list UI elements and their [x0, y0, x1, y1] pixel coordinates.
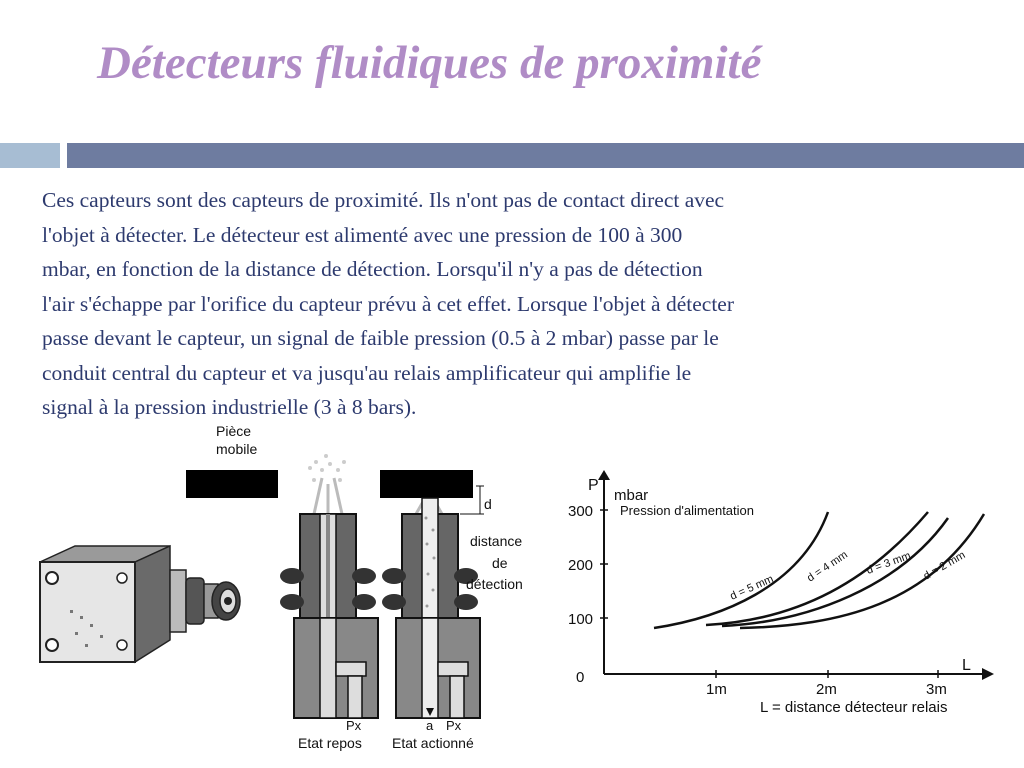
paragraph-line: mbar, en fonction de la distance de détection. Lorsqu'il n'y a pas de détection	[42, 257, 703, 281]
y-symbol: P	[588, 477, 599, 494]
piece-label-2: mobile	[216, 441, 258, 457]
paragraph-line: passe devant le capteur, un signal de faible pression (0.5 à 2 mbar) passe par le	[42, 326, 719, 350]
a-label: a	[426, 718, 434, 733]
sensor-rest	[280, 454, 378, 718]
y-tick-100: 100	[568, 611, 594, 628]
curve-label-d5: d = 5 mm	[728, 573, 776, 603]
paragraph-line: l'objet à détecter. Le détecteur est alimenté avec une pression de 100 à 300	[42, 222, 683, 247]
curve-d5	[654, 512, 828, 628]
x-symbol: L	[962, 657, 971, 674]
d-label: d	[484, 496, 492, 512]
body-paragraph	[42, 183, 972, 425]
state-active-label: Etat actionné	[392, 735, 474, 751]
piece-label-1: Pièce	[216, 423, 252, 439]
px-label-rest: Px	[346, 718, 362, 733]
curve-d3	[722, 518, 948, 626]
header-bar-accent	[0, 143, 60, 168]
x-tick-3m: 3m	[926, 681, 947, 698]
paragraph-line: Ces capteurs sont des capteurs de proximité. Ils n'ont pas de contact direct avec	[42, 188, 725, 212]
paragraph-line: l'air s'échappe par l'orifice du capteur prévu à cet effet. Lorsque l'objet à détecter	[42, 291, 734, 316]
x-axis-caption: L = distance détecteur relais	[760, 699, 948, 716]
state-rest-label: Etat repos	[298, 735, 362, 751]
distance-label-2: de	[492, 555, 508, 571]
x-tick-1m: 1m	[706, 681, 727, 698]
curve-label-d4: d = 4 mm	[804, 548, 850, 585]
y-tick-300: 300	[568, 503, 594, 520]
distance-label-3: détection	[466, 576, 523, 592]
pressure-distance-graph	[550, 470, 1010, 730]
sensor-cross-section-diagram	[180, 418, 550, 758]
paragraph-line: conduit central du capteur et va jusqu'au relais amplificateur qui amplifie le	[42, 360, 692, 385]
paragraph-line: signal à la pression industrielle (3 à 8 bars).	[42, 395, 417, 419]
px-label-active: Px	[446, 718, 462, 733]
y-unit: mbar	[614, 487, 649, 504]
slide-title: Détecteurs fluidiques de proximité	[97, 37, 762, 89]
curve-label-d2: d = 2 mm	[921, 549, 968, 583]
curve-label-d3: d = 3 mm	[864, 549, 913, 577]
supply-pressure-label: Pression d'alimentation	[620, 503, 754, 518]
y-tick-0: 0	[576, 669, 585, 686]
y-tick-200: 200	[568, 557, 594, 574]
sensor-active	[382, 498, 480, 718]
x-tick-2m: 2m	[816, 681, 837, 698]
distance-label-1: distance	[470, 533, 523, 549]
header-bar	[67, 143, 1024, 168]
